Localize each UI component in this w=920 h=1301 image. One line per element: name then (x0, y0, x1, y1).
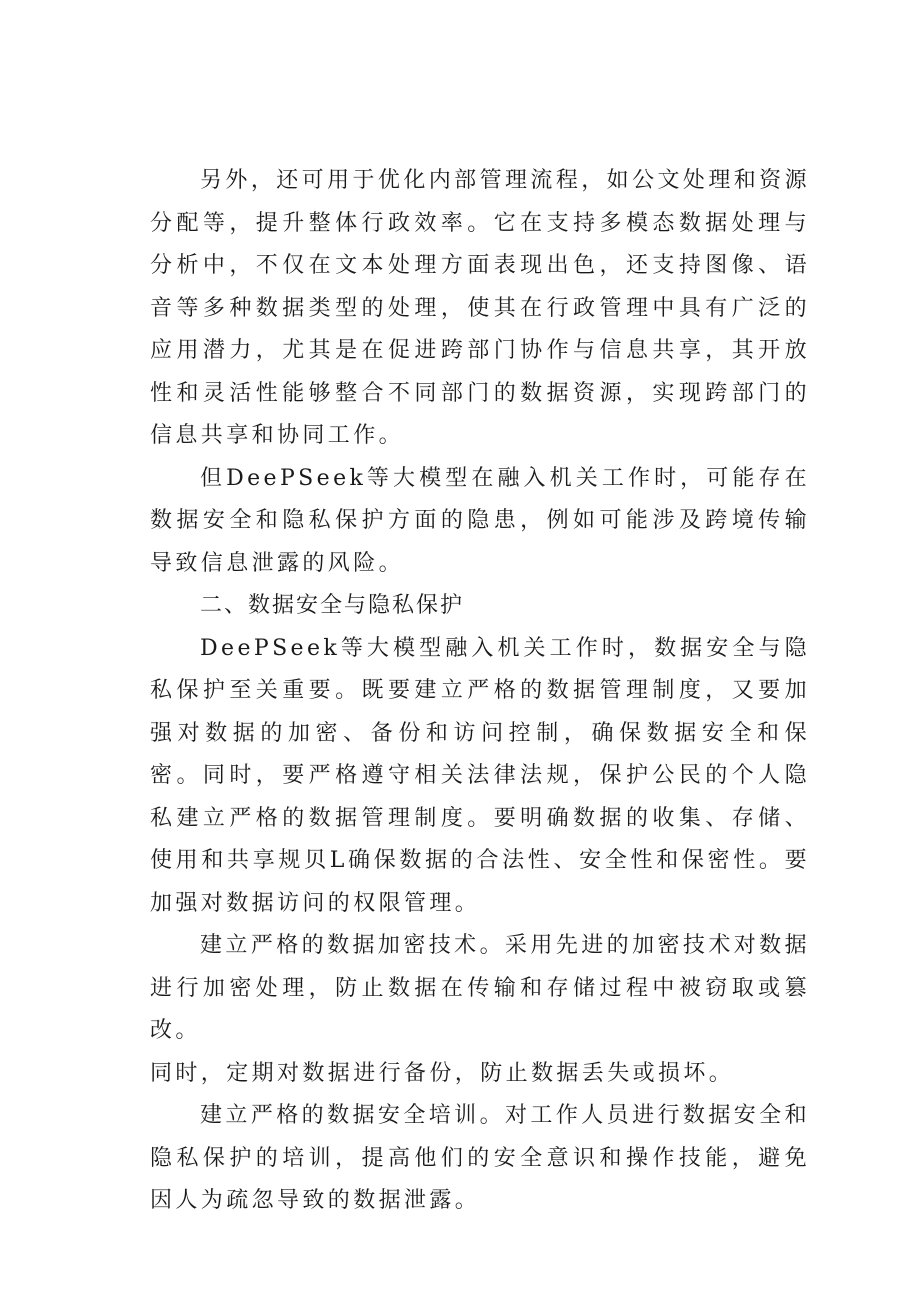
body-paragraph: DeePSeek等大模型融入机关工作时，数据安全与隐私保护至关重要。既要建立严格的数据管理制度，又要加强对数据的加密、备份和访问控制，确保数据安全和保密。同时，要严格遵守相关法律法规，保护公民的个人隐私建立严格的数据管理制度。要明确数据的收集、存储、使用和共享规贝L确保数据的合法性、安全性和保密性。要加强对数据访问的权限管理。 (150, 635, 810, 916)
body-paragraph: 建立严格的数据加密技术。采用先进的加密技术对数据进行加密处理，防止数据在传输和存储过程中被窃取或篡改。 (150, 933, 810, 1043)
body-paragraph: 但DeePSeek等大模型在融入机关工作时，可能存在数据安全和隐私保护方面的隐患，例如可能涉及跨境传输导致信息泄露的风险。 (150, 465, 810, 576)
body-paragraph: 另外，还可用于优化内部管理流程，如公文处理和资源分配等，提升整体行政效率。它在支持多模态数据处理与分析中，不仅在文本处理方面表现出色，还支持图像、语音等多种数据类型的处理，使其在行政管理中具有广泛的应用潜力，尤其是在促进跨部门协作与信息共享，其开放性和灵活性能够整合不同部门的数据资源，实现跨部门的信息共享和协同工作。 (150, 168, 810, 448)
body-paragraph: 建立严格的数据安全培训。对工作人员进行数据安全和隐私保护的培训，提高他们的安全意识和操作技能，避免因人为疏忽导致的数据泄露。 (150, 1103, 810, 1213)
body-paragraph: 同时，定期对数据进行备份，防止数据丢失或损坏。 (150, 1060, 735, 1086)
section-heading: 二、数据安全与隐私保护 (200, 593, 465, 618)
